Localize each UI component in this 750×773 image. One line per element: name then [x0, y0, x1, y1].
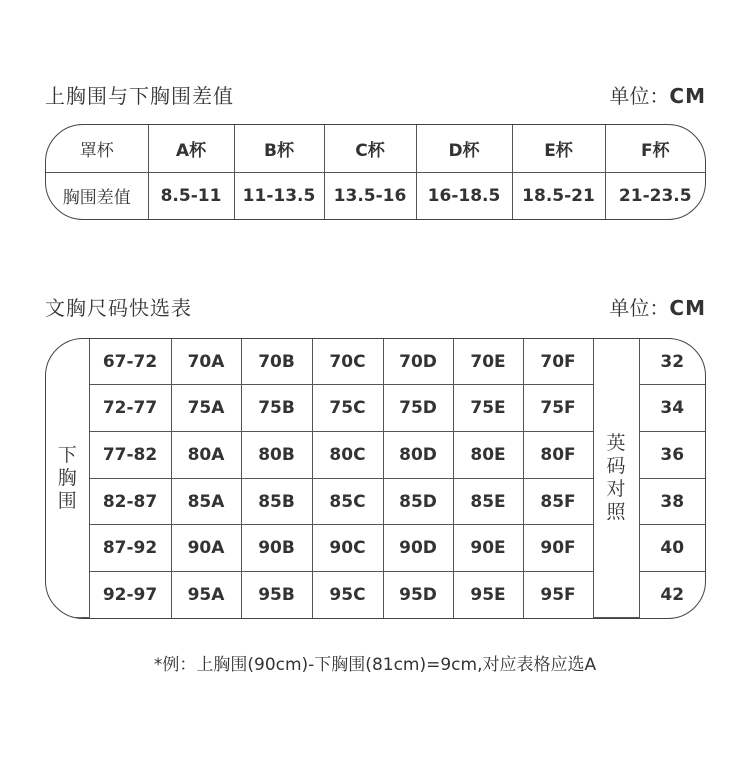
size-cell: 90D [383, 525, 453, 572]
size-cell: 75A [171, 385, 241, 432]
underbust-range: 92-97 [89, 572, 171, 618]
underbust-range: 82-87 [89, 478, 171, 525]
underbust-label-char: 胸 [57, 466, 77, 489]
size-cell: 95D [383, 572, 453, 618]
size-chart-unit [609, 292, 706, 321]
size-cell: 75D [383, 385, 453, 432]
cup-header: D杯 [416, 125, 512, 172]
cup-difference-table [45, 124, 706, 220]
size-cell: 80A [171, 431, 241, 478]
uk-size-value: 42 [660, 584, 685, 605]
size-cell: 75E [453, 385, 523, 432]
difference-value: 16-18.5 [416, 172, 512, 219]
uk-size-label-char: 码 [606, 455, 626, 477]
size-cell: 95E [453, 572, 523, 618]
size-cell: 85C [312, 478, 383, 525]
cup-header: B杯 [234, 125, 324, 172]
uk-size-value: 36 [639, 431, 705, 478]
size-cell: 85F [523, 478, 593, 525]
size-cell: 70E [453, 339, 523, 385]
size-cell: 75F [523, 385, 593, 432]
size-cell: 75C [312, 385, 383, 432]
cup-header: F杯 [605, 125, 705, 172]
size-row [46, 339, 705, 385]
size-cell: 80D [383, 431, 453, 478]
size-cell: 90B [241, 525, 312, 572]
size-cell: 95B [241, 572, 312, 618]
underbust-label-char: 围 [57, 489, 77, 512]
cup-header: E杯 [512, 125, 605, 172]
uk-size-value: 34 [639, 385, 705, 432]
difference-value: 11-13.5 [234, 172, 324, 219]
size-cell: 95A [171, 572, 241, 618]
size-cell: 95C [312, 572, 383, 618]
uk-size-value: 38 [639, 478, 705, 525]
cup-header: A杯 [148, 125, 234, 172]
size-cell: 90C [312, 525, 383, 572]
example-note: *例：上胸围(90cm)-下胸围(81cm)=9cm,对应表格应选A [153, 655, 597, 675]
uk-size-label-char: 照 [606, 501, 626, 523]
unit-value: CM [669, 84, 706, 108]
difference-value: 18.5-21 [512, 172, 605, 219]
size-cell: 70F [523, 339, 593, 385]
difference-value: 8.5-11 [148, 172, 234, 219]
uk-size-label [593, 339, 639, 618]
size-cell: 85A [171, 478, 241, 525]
size-cell: 75B [241, 385, 312, 432]
uk-size-value: 32 [639, 339, 705, 385]
cup-header: C杯 [324, 125, 416, 172]
cup-difference-unit [609, 80, 706, 109]
size-cell: 85B [241, 478, 312, 525]
difference-row-label: 胸围差值 [46, 172, 148, 219]
size-cell: 90A [171, 525, 241, 572]
size-cell: 80E [453, 431, 523, 478]
size-cell: 90E [453, 525, 523, 572]
difference-value: 13.5-16 [324, 172, 416, 219]
size-cell: 80C [312, 431, 383, 478]
difference-value: 21-23.5 [618, 185, 692, 206]
size-cell: 85E [453, 478, 523, 525]
underbust-range: 77-82 [89, 431, 171, 478]
unit-prefix: 单位： [609, 296, 670, 320]
size-chart-table [45, 338, 706, 619]
size-cell: 90F [523, 525, 593, 572]
underbust-label-char: 下 [57, 443, 77, 466]
uk-size-value: 40 [639, 525, 705, 572]
size-cell: 95F [523, 572, 593, 618]
underbust-range: 87-92 [89, 525, 171, 572]
underbust-range: 72-77 [89, 385, 171, 432]
cup-difference-title: 上胸围与下胸围差值 [45, 84, 234, 108]
unit-value: CM [669, 296, 706, 320]
size-cell: 70B [241, 339, 312, 385]
size-cell: 70C [312, 339, 383, 385]
size-chart-title: 文胸尺码快选表 [45, 296, 192, 320]
size-cell: 70D [383, 339, 453, 385]
cup-row-label: 罩杯 [46, 125, 148, 172]
cup-header-row [46, 125, 705, 172]
size-cell: 85D [383, 478, 453, 525]
size-cell: 70A [171, 339, 241, 385]
unit-prefix: 单位： [609, 84, 670, 108]
underbust-range: 67-72 [89, 339, 171, 385]
size-cell: 80B [241, 431, 312, 478]
size-cell: 80F [523, 431, 593, 478]
uk-size-label-char: 英 [606, 432, 626, 454]
uk-size-label-char: 对 [606, 478, 626, 500]
difference-row [46, 172, 705, 219]
underbust-label [46, 339, 89, 618]
